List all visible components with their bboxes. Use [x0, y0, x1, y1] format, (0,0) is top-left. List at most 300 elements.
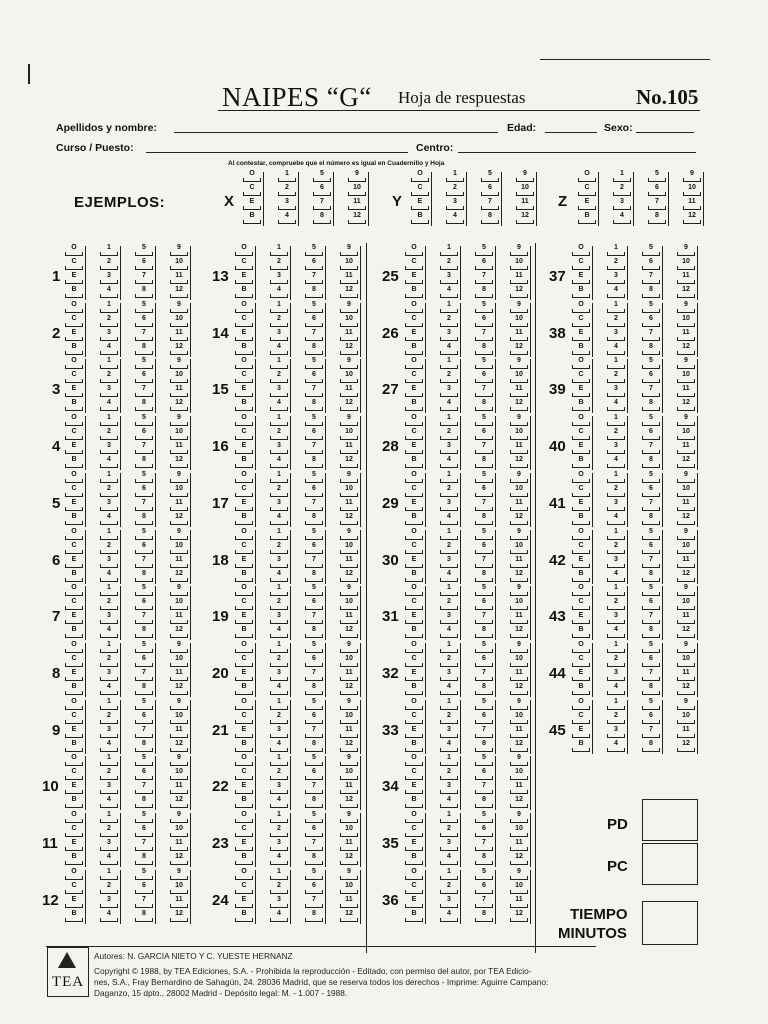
answer-option[interactable] [64, 329, 84, 343]
answer-option[interactable] [169, 726, 189, 740]
answer-option[interactable] [64, 910, 84, 924]
answer-option[interactable] [571, 542, 591, 556]
answer-option[interactable] [676, 286, 696, 300]
answer-option[interactable] [269, 499, 289, 513]
answer-option[interactable] [439, 683, 459, 697]
answer-option[interactable] [169, 315, 189, 329]
answer-option[interactable] [404, 641, 424, 655]
answer-option[interactable] [269, 641, 289, 655]
answer-option[interactable] [234, 655, 254, 669]
answer-option[interactable] [339, 740, 359, 754]
answer-option[interactable] [99, 528, 119, 542]
answer-option[interactable] [269, 768, 289, 782]
answer-option[interactable] [404, 584, 424, 598]
answer-option[interactable] [404, 796, 424, 810]
answer-option[interactable] [269, 712, 289, 726]
answer-option[interactable] [242, 212, 262, 226]
answer-option[interactable] [404, 882, 424, 896]
answer-option[interactable] [269, 343, 289, 357]
answer-option[interactable] [64, 796, 84, 810]
answer-option[interactable] [439, 456, 459, 470]
answer-option[interactable] [474, 598, 494, 612]
answer-option[interactable] [312, 184, 332, 198]
answer-option[interactable] [404, 272, 424, 286]
answer-option[interactable] [641, 315, 661, 329]
answer-option[interactable] [304, 499, 324, 513]
answer-option[interactable] [474, 584, 494, 598]
answer-option[interactable] [64, 868, 84, 882]
answer-option[interactable] [676, 244, 696, 258]
answer-option[interactable] [134, 598, 154, 612]
answer-option[interactable] [676, 329, 696, 343]
answer-option[interactable] [134, 528, 154, 542]
answer-option[interactable] [606, 626, 626, 640]
answer-option[interactable] [509, 868, 529, 882]
answer-option[interactable] [474, 796, 494, 810]
answer-option[interactable] [277, 184, 297, 198]
answer-option[interactable] [606, 244, 626, 258]
answer-option[interactable] [269, 399, 289, 413]
answer-option[interactable] [606, 485, 626, 499]
answer-option[interactable] [641, 357, 661, 371]
answer-option[interactable] [64, 896, 84, 910]
answer-option[interactable] [269, 542, 289, 556]
answer-option[interactable] [234, 584, 254, 598]
answer-option[interactable] [606, 343, 626, 357]
answer-option[interactable] [509, 528, 529, 542]
answer-option[interactable] [134, 357, 154, 371]
answer-option[interactable] [339, 442, 359, 456]
answer-option[interactable] [509, 584, 529, 598]
answer-option[interactable] [404, 343, 424, 357]
answer-option[interactable] [571, 598, 591, 612]
answer-option[interactable] [169, 612, 189, 626]
answer-option[interactable] [509, 286, 529, 300]
answer-option[interactable] [641, 286, 661, 300]
answer-option[interactable] [509, 754, 529, 768]
answer-option[interactable] [606, 301, 626, 315]
answer-option[interactable] [571, 641, 591, 655]
answer-option[interactable] [169, 868, 189, 882]
answer-option[interactable] [304, 740, 324, 754]
answer-option[interactable] [304, 286, 324, 300]
answer-option[interactable] [312, 212, 332, 226]
answer-option[interactable] [234, 839, 254, 853]
answer-option[interactable] [64, 499, 84, 513]
answer-option[interactable] [304, 896, 324, 910]
answer-option[interactable] [134, 371, 154, 385]
course-field[interactable] [146, 152, 408, 153]
answer-option[interactable] [509, 782, 529, 796]
answer-option[interactable] [509, 796, 529, 810]
answer-option[interactable] [676, 315, 696, 329]
answer-option[interactable] [169, 698, 189, 712]
answer-option[interactable] [169, 655, 189, 669]
answer-option[interactable] [99, 385, 119, 399]
answer-option[interactable] [64, 641, 84, 655]
answer-option[interactable] [339, 272, 359, 286]
answer-option[interactable] [339, 301, 359, 315]
answer-option[interactable] [269, 258, 289, 272]
answer-option[interactable] [676, 456, 696, 470]
answer-option[interactable] [134, 513, 154, 527]
answer-option[interactable] [474, 839, 494, 853]
answer-option[interactable] [577, 184, 597, 198]
answer-option[interactable] [269, 315, 289, 329]
answer-option[interactable] [169, 740, 189, 754]
answer-option[interactable] [304, 385, 324, 399]
answer-option[interactable] [64, 598, 84, 612]
answer-option[interactable] [304, 329, 324, 343]
answer-option[interactable] [474, 910, 494, 924]
answer-option[interactable] [64, 612, 84, 626]
answer-option[interactable] [134, 612, 154, 626]
answer-option[interactable] [474, 286, 494, 300]
answer-option[interactable] [439, 669, 459, 683]
answer-option[interactable] [509, 641, 529, 655]
answer-option[interactable] [234, 782, 254, 796]
answer-option[interactable] [439, 272, 459, 286]
answer-option[interactable] [647, 184, 667, 198]
answer-option[interactable] [404, 669, 424, 683]
answer-option[interactable] [169, 796, 189, 810]
answer-option[interactable] [234, 598, 254, 612]
answer-option[interactable] [134, 343, 154, 357]
answer-option[interactable] [304, 442, 324, 456]
answer-option[interactable] [339, 414, 359, 428]
answer-option[interactable] [304, 584, 324, 598]
answer-option[interactable] [641, 584, 661, 598]
answer-option[interactable] [269, 414, 289, 428]
answer-option[interactable] [169, 712, 189, 726]
answer-option[interactable] [480, 184, 500, 198]
answer-option[interactable] [134, 910, 154, 924]
answer-option[interactable] [612, 212, 632, 226]
answer-option[interactable] [99, 754, 119, 768]
answer-option[interactable] [509, 329, 529, 343]
answer-option[interactable] [606, 428, 626, 442]
answer-option[interactable] [99, 796, 119, 810]
answer-option[interactable] [269, 598, 289, 612]
answer-option[interactable] [134, 839, 154, 853]
answer-option[interactable] [339, 825, 359, 839]
answer-option[interactable] [312, 170, 332, 184]
answer-option[interactable] [304, 428, 324, 442]
answer-option[interactable] [676, 740, 696, 754]
answer-option[interactable] [641, 683, 661, 697]
answer-option[interactable] [676, 428, 696, 442]
age-field[interactable] [545, 132, 597, 133]
answer-option[interactable] [404, 868, 424, 882]
answer-option[interactable] [304, 371, 324, 385]
answer-option[interactable] [169, 853, 189, 867]
answer-option[interactable] [641, 456, 661, 470]
answer-option[interactable] [304, 712, 324, 726]
answer-option[interactable] [339, 286, 359, 300]
answer-option[interactable] [439, 754, 459, 768]
answer-option[interactable] [339, 315, 359, 329]
answer-option[interactable] [269, 626, 289, 640]
answer-option[interactable] [439, 329, 459, 343]
answer-option[interactable] [169, 329, 189, 343]
answer-option[interactable] [571, 683, 591, 697]
answer-option[interactable] [439, 485, 459, 499]
answer-option[interactable] [480, 212, 500, 226]
answer-option[interactable] [304, 626, 324, 640]
answer-option[interactable] [234, 485, 254, 499]
answer-option[interactable] [439, 471, 459, 485]
answer-option[interactable] [304, 357, 324, 371]
answer-option[interactable] [339, 485, 359, 499]
answer-option[interactable] [571, 528, 591, 542]
answer-option[interactable] [606, 471, 626, 485]
answer-option[interactable] [277, 170, 297, 184]
answer-option[interactable] [676, 385, 696, 399]
answer-option[interactable] [641, 385, 661, 399]
answer-option[interactable] [277, 212, 297, 226]
answer-option[interactable] [234, 612, 254, 626]
answer-option[interactable] [64, 740, 84, 754]
answer-option[interactable] [606, 442, 626, 456]
answer-option[interactable] [410, 170, 430, 184]
answer-option[interactable] [641, 669, 661, 683]
answer-option[interactable] [641, 570, 661, 584]
answer-option[interactable] [676, 556, 696, 570]
answer-option[interactable] [304, 570, 324, 584]
answer-option[interactable] [134, 272, 154, 286]
answer-option[interactable] [269, 853, 289, 867]
answer-option[interactable] [169, 286, 189, 300]
answer-option[interactable] [676, 272, 696, 286]
answer-option[interactable] [64, 556, 84, 570]
answer-option[interactable] [64, 811, 84, 825]
answer-option[interactable] [439, 598, 459, 612]
answer-option[interactable] [64, 272, 84, 286]
answer-option[interactable] [509, 698, 529, 712]
answer-option[interactable] [404, 768, 424, 782]
answer-option[interactable] [339, 669, 359, 683]
answer-option[interactable] [606, 329, 626, 343]
answer-option[interactable] [169, 428, 189, 442]
answer-option[interactable] [439, 626, 459, 640]
name-field[interactable] [174, 132, 498, 133]
answer-option[interactable] [474, 414, 494, 428]
answer-option[interactable] [404, 626, 424, 640]
answer-option[interactable] [480, 170, 500, 184]
answer-option[interactable] [169, 556, 189, 570]
answer-option[interactable] [439, 258, 459, 272]
answer-option[interactable] [571, 471, 591, 485]
answer-option[interactable] [439, 726, 459, 740]
answer-option[interactable] [509, 896, 529, 910]
answer-option[interactable] [509, 612, 529, 626]
answer-option[interactable] [269, 428, 289, 442]
answer-option[interactable] [439, 513, 459, 527]
answer-option[interactable] [606, 712, 626, 726]
answer-option[interactable] [99, 542, 119, 556]
answer-option[interactable] [404, 698, 424, 712]
answer-option[interactable] [474, 542, 494, 556]
answer-option[interactable] [404, 612, 424, 626]
answer-option[interactable] [641, 301, 661, 315]
answer-option[interactable] [641, 258, 661, 272]
answer-option[interactable] [304, 796, 324, 810]
answer-option[interactable] [234, 456, 254, 470]
pd-box[interactable] [642, 799, 698, 841]
answer-option[interactable] [64, 301, 84, 315]
answer-option[interactable] [339, 385, 359, 399]
answer-option[interactable] [474, 570, 494, 584]
answer-option[interactable] [339, 399, 359, 413]
answer-option[interactable] [99, 499, 119, 513]
answer-option[interactable] [606, 556, 626, 570]
answer-option[interactable] [64, 399, 84, 413]
answer-option[interactable] [134, 712, 154, 726]
answer-option[interactable] [515, 170, 535, 184]
answer-option[interactable] [339, 570, 359, 584]
answer-option[interactable] [509, 655, 529, 669]
answer-option[interactable] [571, 499, 591, 513]
answer-option[interactable] [404, 740, 424, 754]
answer-option[interactable] [474, 626, 494, 640]
answer-option[interactable] [134, 428, 154, 442]
answer-option[interactable] [641, 698, 661, 712]
answer-option[interactable] [606, 612, 626, 626]
answer-option[interactable] [474, 499, 494, 513]
answer-option[interactable] [647, 170, 667, 184]
answer-option[interactable] [169, 301, 189, 315]
answer-option[interactable] [641, 655, 661, 669]
answer-option[interactable] [571, 357, 591, 371]
answer-option[interactable] [234, 768, 254, 782]
answer-option[interactable] [64, 669, 84, 683]
answer-option[interactable] [509, 825, 529, 839]
answer-option[interactable] [474, 896, 494, 910]
answer-option[interactable] [474, 740, 494, 754]
answer-option[interactable] [64, 414, 84, 428]
answer-option[interactable] [606, 456, 626, 470]
answer-option[interactable] [234, 754, 254, 768]
answer-option[interactable] [99, 315, 119, 329]
answer-option[interactable] [474, 612, 494, 626]
answer-option[interactable] [439, 584, 459, 598]
answer-option[interactable] [474, 712, 494, 726]
answer-option[interactable] [606, 399, 626, 413]
answer-option[interactable] [509, 399, 529, 413]
answer-option[interactable] [641, 556, 661, 570]
answer-option[interactable] [571, 258, 591, 272]
answer-option[interactable] [347, 184, 367, 198]
answer-option[interactable] [234, 442, 254, 456]
answer-option[interactable] [269, 471, 289, 485]
answer-option[interactable] [99, 371, 119, 385]
answer-option[interactable] [404, 428, 424, 442]
answer-option[interactable] [339, 726, 359, 740]
answer-option[interactable] [64, 570, 84, 584]
answer-option[interactable] [234, 796, 254, 810]
answer-option[interactable] [676, 371, 696, 385]
answer-option[interactable] [99, 853, 119, 867]
answer-option[interactable] [99, 471, 119, 485]
answer-option[interactable] [571, 612, 591, 626]
answer-option[interactable] [474, 669, 494, 683]
answer-option[interactable] [404, 542, 424, 556]
answer-option[interactable] [571, 584, 591, 598]
answer-option[interactable] [474, 471, 494, 485]
answer-option[interactable] [234, 825, 254, 839]
answer-option[interactable] [606, 683, 626, 697]
answer-option[interactable] [404, 782, 424, 796]
answer-option[interactable] [339, 796, 359, 810]
answer-option[interactable] [676, 641, 696, 655]
answer-option[interactable] [474, 556, 494, 570]
answer-option[interactable] [304, 641, 324, 655]
answer-option[interactable] [169, 754, 189, 768]
answer-option[interactable] [304, 768, 324, 782]
answer-option[interactable] [64, 471, 84, 485]
answer-option[interactable] [577, 212, 597, 226]
answer-option[interactable] [99, 839, 119, 853]
answer-option[interactable] [474, 428, 494, 442]
answer-option[interactable] [474, 329, 494, 343]
answer-option[interactable] [304, 258, 324, 272]
answer-option[interactable] [676, 683, 696, 697]
answer-option[interactable] [269, 683, 289, 697]
answer-option[interactable] [269, 301, 289, 315]
answer-option[interactable] [269, 839, 289, 853]
answer-option[interactable] [439, 371, 459, 385]
answer-option[interactable] [571, 556, 591, 570]
answer-option[interactable] [169, 258, 189, 272]
answer-option[interactable] [64, 655, 84, 669]
answer-option[interactable] [347, 170, 367, 184]
answer-option[interactable] [339, 556, 359, 570]
answer-option[interactable] [339, 357, 359, 371]
answer-option[interactable] [439, 868, 459, 882]
answer-option[interactable] [509, 471, 529, 485]
answer-option[interactable] [304, 868, 324, 882]
answer-option[interactable] [571, 626, 591, 640]
answer-option[interactable] [474, 655, 494, 669]
answer-option[interactable] [304, 811, 324, 825]
answer-option[interactable] [339, 811, 359, 825]
answer-option[interactable] [606, 315, 626, 329]
answer-option[interactable] [169, 598, 189, 612]
answer-option[interactable] [474, 754, 494, 768]
answer-option[interactable] [404, 528, 424, 542]
answer-option[interactable] [312, 198, 332, 212]
answer-option[interactable] [606, 641, 626, 655]
answer-option[interactable] [64, 244, 84, 258]
answer-option[interactable] [509, 485, 529, 499]
answer-option[interactable] [134, 868, 154, 882]
answer-option[interactable] [509, 442, 529, 456]
answer-option[interactable] [64, 782, 84, 796]
answer-option[interactable] [234, 896, 254, 910]
answer-option[interactable] [269, 655, 289, 669]
answer-option[interactable] [676, 598, 696, 612]
answer-option[interactable] [64, 385, 84, 399]
answer-option[interactable] [169, 399, 189, 413]
answer-option[interactable] [99, 782, 119, 796]
answer-option[interactable] [404, 853, 424, 867]
answer-option[interactable] [134, 655, 154, 669]
answer-option[interactable] [676, 513, 696, 527]
answer-option[interactable] [134, 698, 154, 712]
answer-option[interactable] [64, 528, 84, 542]
answer-option[interactable] [571, 712, 591, 726]
answer-option[interactable] [304, 726, 324, 740]
